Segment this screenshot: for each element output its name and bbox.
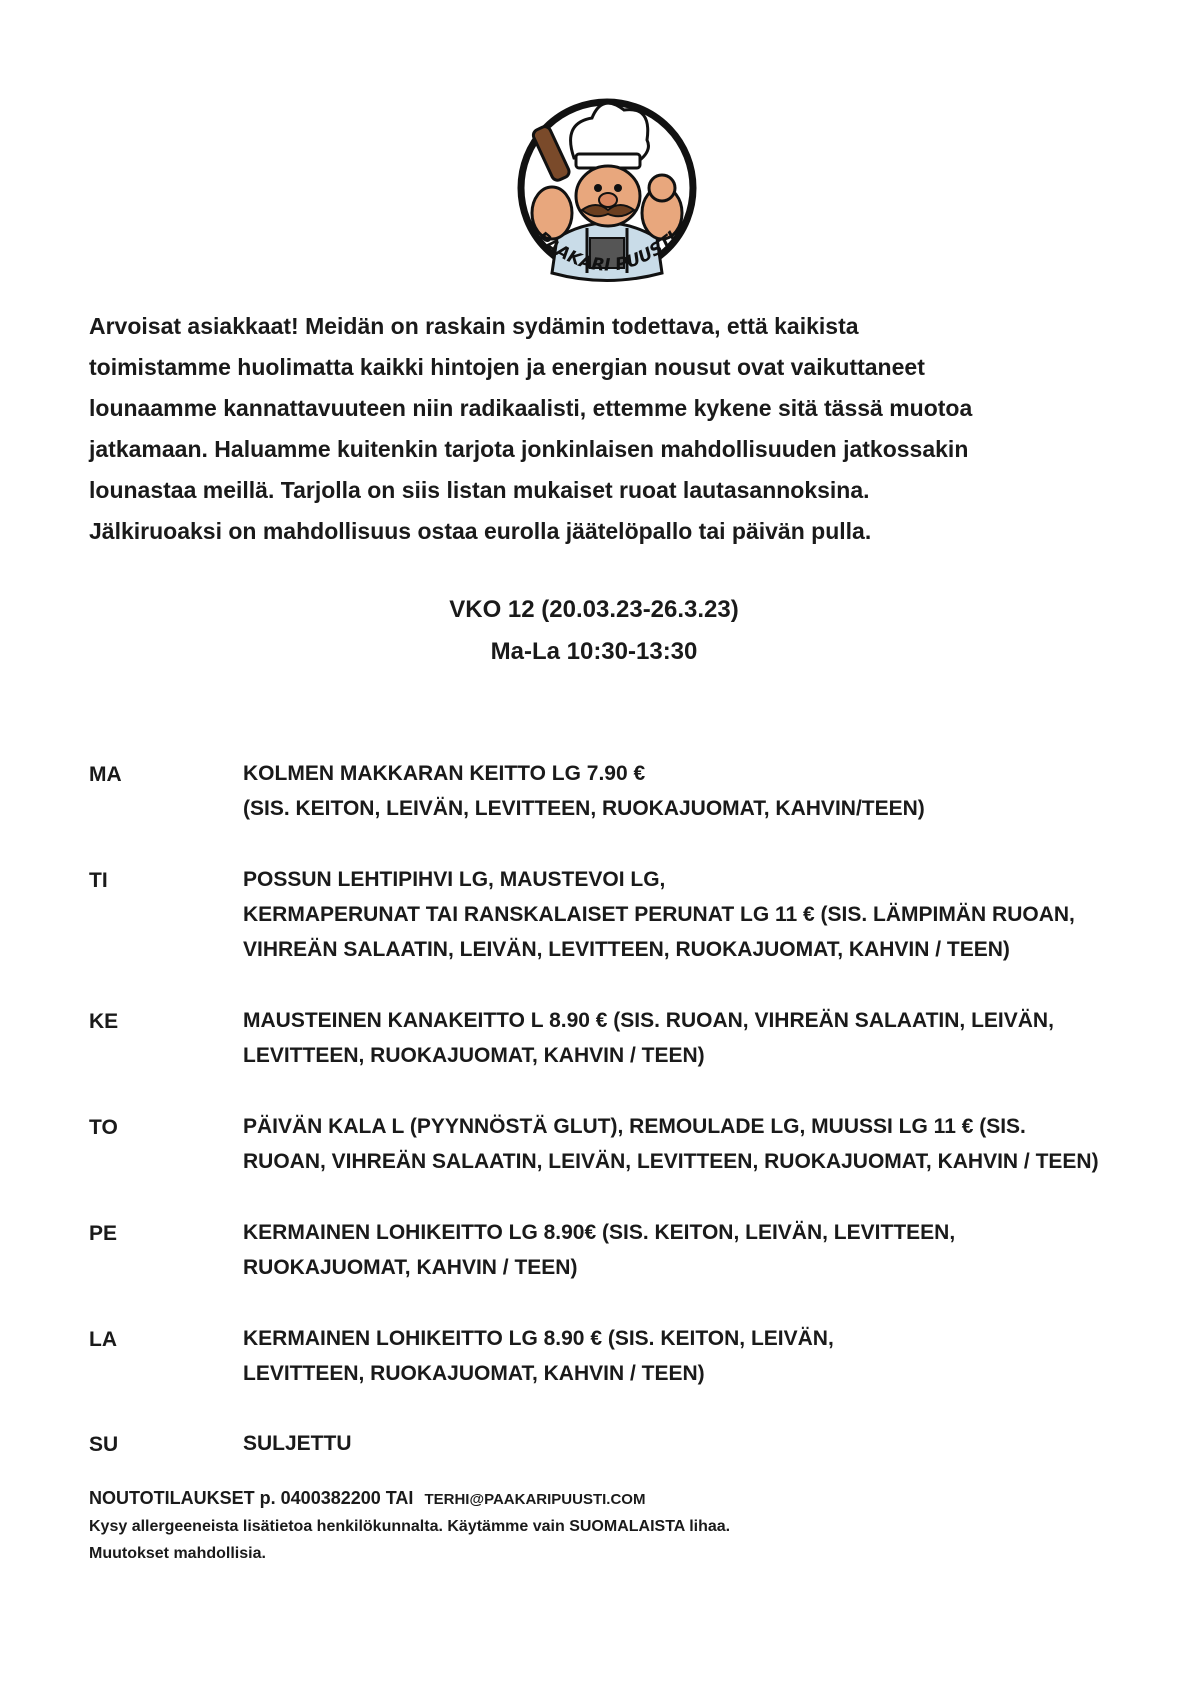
dish-line: RUOKAJUOMAT, KAHVIN / TEEN) (243, 1256, 578, 1279)
menu-dish-pe (243, 1215, 955, 1285)
dish-line: KERMAINEN LOHIKEITTO LG 8.90€ (SIS. KEITON, LEIVÄN, LEVITTEEN, (243, 1221, 956, 1244)
dish-line: VIHREÄN SALAATIN, LEIVÄN, LEVITTEEN, RUOKAJUOMAT, KAHVIN / TEEN) (243, 938, 1010, 961)
menu-dish-ke (243, 1003, 1054, 1073)
logo-text: PAAKARI PUUSTI (532, 227, 682, 276)
week-title: VKO 12 (20.03.23-26.3.23) (449, 596, 739, 623)
dish-line: POSSUN LEHTIPIHVI LG, MAUSTEVOI LG, (243, 868, 666, 891)
opening-hours: Ma-La 10:30-13:30 (490, 638, 698, 665)
dish-line: LEVITTEEN, RUOKAJUOMAT, KAHVIN / TEEN) (243, 1044, 705, 1067)
intro-line: Arvoisat asiakkaat! Meidän on raskain sydämin todettava, että kaikista (89, 313, 859, 339)
menu-dish-ma (243, 756, 925, 826)
dish-line: RUOAN, VIHREÄN SALAATIN, LEIVÄN, LEVITTEEN, RUOKAJUOMAT, KAHVIN / TEEN) (243, 1150, 1099, 1173)
menu-dish-ti (243, 862, 1075, 967)
baker-logo-icon (512, 88, 702, 288)
dish-line: PÄIVÄN KALA L (PYYNNÖSTÄ GLUT), REMOULADE LG, MUUSSI LG 11 € (SIS. (243, 1115, 1026, 1138)
menu-day-ma: MA (89, 763, 122, 786)
menu-day-ke: KE (89, 1010, 119, 1033)
dish-line: KOLMEN MAKKARAN KEITTO LG 7.90 € (243, 762, 646, 785)
dish-line: KERMAINEN LOHIKEITTO LG 8.90 € (SIS. KEITON, LEIVÄN, (243, 1327, 834, 1350)
orders-phone: NOUTOTILAUKSET p. 0400382200 TAI (89, 1488, 414, 1508)
intro-line: jatkamaan. Haluamme kuitenkin tarjota jonkinlaisen mahdollisuuden jatkossakin (89, 436, 969, 462)
orders-line (89, 1488, 1089, 1509)
menu-dish-su (243, 1426, 352, 1461)
intro-line: toimistamme huolimatta kaikki hintojen ja energian nousut ovat vaikuttaneet (89, 354, 925, 380)
dish-line: MAUSTEINEN KANAKEITTO L 8.90 € (SIS. RUOAN, VIHREÄN SALAATIN, LEIVÄN, (243, 1009, 1054, 1032)
intro-paragraph (89, 306, 1099, 552)
allergy-note: Kysy allergeeneista lisätietoa henkilökunnalta. Käytämme vain SUOMALAISTA lihaa. (89, 1518, 731, 1535)
menu-day-pe: PE (89, 1222, 118, 1245)
menu-dish-to (243, 1109, 1099, 1179)
dish-line: SULJETTU (243, 1432, 352, 1455)
menu-dish-la (243, 1321, 834, 1391)
logo (512, 88, 702, 288)
dish-line: KERMAPERUNAT TAI RANSKALAISET PERUNAT LG 11 € (SIS. LÄMPIMÄN RUOAN, (243, 903, 1075, 926)
email-link[interactable]: TERHI@PAAKARIPUUSTI.COM (424, 1491, 646, 1508)
changes-note: Muutokset mahdollisia. (89, 1545, 266, 1562)
dish-line: (SIS. KEITON, LEIVÄN, LEVITTEEN, RUOKAJUOMAT, KAHVIN/TEEN) (243, 797, 925, 820)
menu-day-la: LA (89, 1328, 117, 1351)
intro-line: lounastaa meillä. Tarjolla on siis listan mukaiset ruoat lautasannoksina. (89, 477, 870, 503)
menu-day-to: TO (89, 1116, 118, 1139)
footer (89, 1488, 1089, 1563)
menu-day-su: SU (89, 1433, 119, 1456)
menu-day-ti: TI (89, 869, 108, 892)
dish-line: LEVITTEEN, RUOKAJUOMAT, KAHVIN / TEEN) (243, 1362, 705, 1385)
intro-line: lounaamme kannattavuuteen niin radikaalisti, ettemme kykene sitä tässä muotoa (89, 395, 973, 421)
intro-line: Jälkiruoaksi on mahdollisuus ostaa eurolla jäätelöpallo tai päivän pulla. (89, 518, 872, 544)
